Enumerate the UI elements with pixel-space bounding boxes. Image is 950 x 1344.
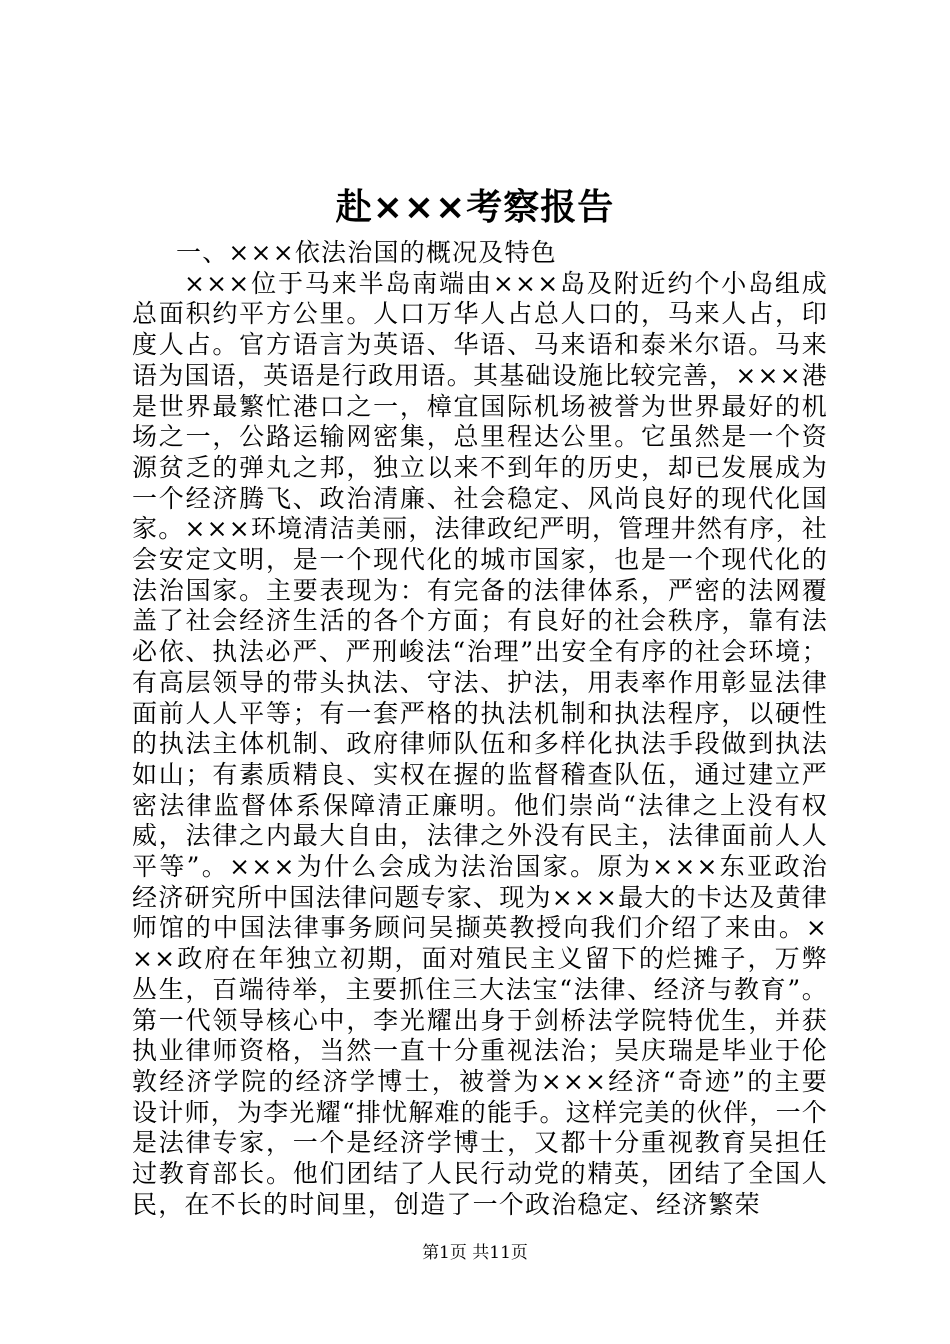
section-heading: 一、×××依法治国的概况及特色 <box>176 238 557 267</box>
document-title: 赴×××考察报告 <box>335 187 615 228</box>
body-paragraph: ×××位于马来半岛南端由×××岛及附近约个小岛组成总面积约平方公里。人口万华人占总人口的，马来人占，印度人占。官方语言为英语、华语、马来语和泰米尔语。马来语为国语，英语是行政用语。其基础设施比较完善，×××港是世界最繁忙港口之一，樟宜国际机场被誉为世界最好的机场之一，公路运输网密集，总里程达公里。它虽然是一个资源贫乏的弹丸之邦，独立以来不到年的历史，却已发展成为一个经济腾飞、政治清廉、社会稳定、风尚良好的现代化国家。×××环境清洁美丽，法律政纪严明，管理井然有序，社会安定文明，是一个现代化的城市国家，也是一个现代化的法治国家。主要表现为：有完备的法律体系，严密的法网覆盖了社会经济生活的各个方面；有良好的社会秩序，靠有法必依、执法必严、严刑峻法“治理”出安全有序的社会环境；有高层领导的带头执法、守法、护法，用表率作用彰显法律面前人人平等；有一套严格的执法机制和执法程序，以硬性的执法主体机制、政府律师队伍和多样化执法手段做到执法如山；有素质精良、实权在握的监督稽查队伍，通过建立严密法律监督体系保障清正廉明。他们崇尚“法律之上没有权威，法律之内最大自由，法律之外没有民主，法律面前人人平等”。×××为什么会成为法治国家。原为×××东亚政治经济研究所中国法律问题专家、现为×××最大的卡达及黄律师馆的中国法律事务顾问吴撷英教授向我们介绍了来由。×××政府在年独立初期，面对殖民主义留下的烂摊子，万弊丛生，百端待举，主要抓住三大法宝“法律、经济与教育”。第一代领导核心中，李光耀出身于剑桥法学院特优生，并获执业律师资格，当然一直十分重视法治；吴庆瑞是毕业于伦敦经济学院的经济学博士，被誉为×××经济“奇迹”的主要设计师，为李光耀“排忧解难的能手。这样完美的伙伴，一个是法律专家，一个是经济学博士，又都十分重视教育吴担任过教育部长。他们团结了人民行动党的精英，团结了全国人民，在不长的时间里，创造了一个政治稳定、经济繁荣 <box>132 268 828 1219</box>
page-number-footer: 第1页 共11页 <box>422 1243 528 1263</box>
document-body <box>132 238 828 1221</box>
